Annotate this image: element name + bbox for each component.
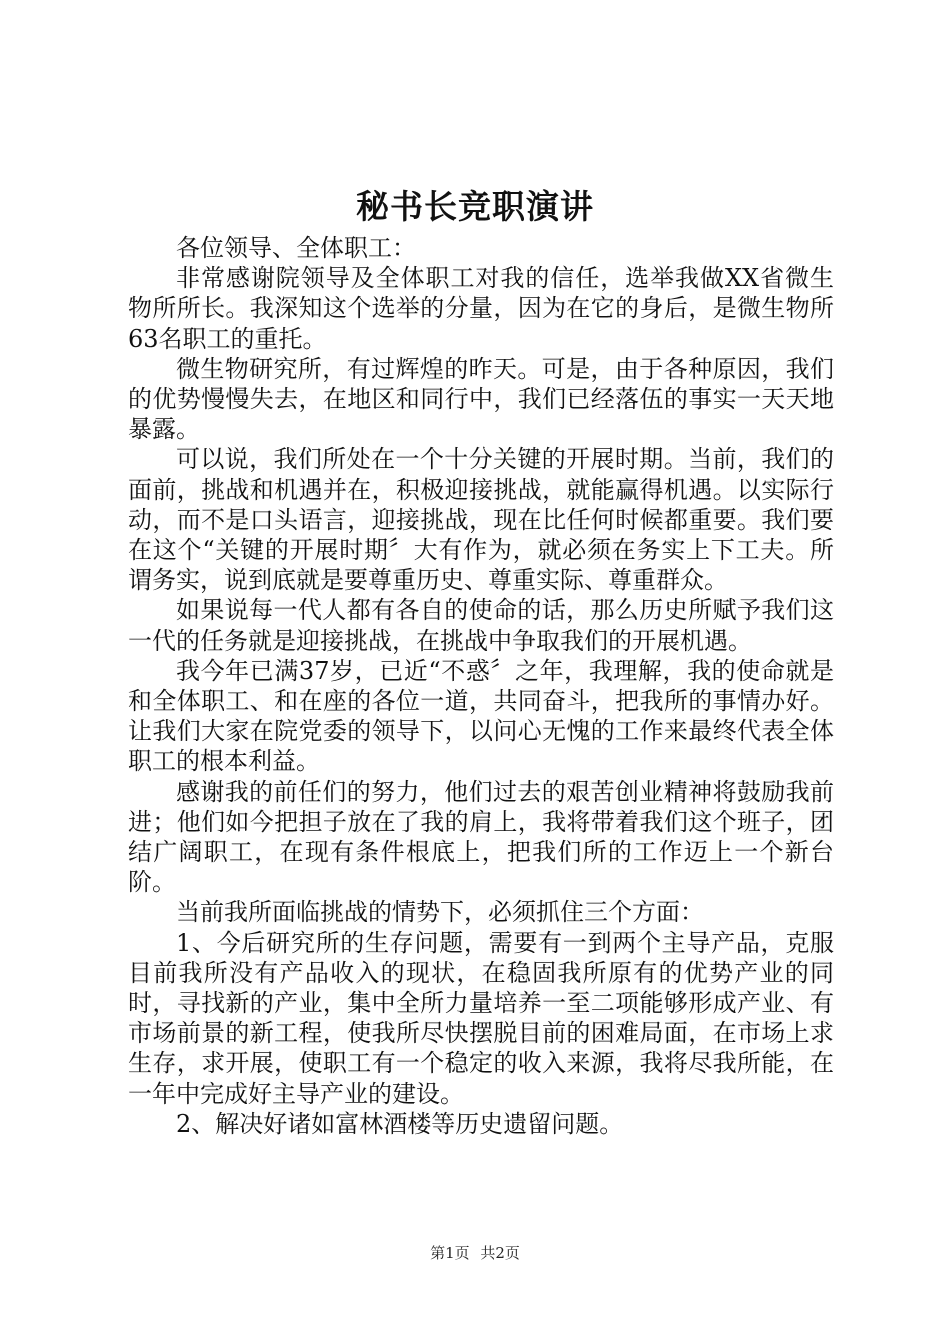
- paragraph-key-period: 可以说，我们所处在一个十分关键的开展时期。当前，我们的面前，挑战和机遇并在，积极迎接挑战，就能赢得机遇。以实际行动，而不是口头语言，迎接挑战，现在比任何时候都重要。我们要在这个“关键的开展时期〞大有作为，就必须在务实上下工夫。所谓务实，说到底就是要尊重历史、尊重实际、尊重群众。: [128, 445, 834, 595]
- page-number: 第1页: [430, 1244, 470, 1262]
- paragraph-point-2: 2、解决好诸如富林酒楼等历史遗留问题。: [176, 1109, 624, 1138]
- paragraph-three-aspects: 当前我所面临挑战的情势下，必须抓住三个方面：: [176, 898, 704, 927]
- document-body: [128, 233, 834, 1139]
- document-title: 秘书长竞职演讲: [356, 187, 594, 226]
- paragraph-point-1: 1、今后研究所的生存问题，需要有一到两个主导产品，克服目前我所没有产品收入的现状，在稳固我所原有的优势产业的同时，寻找新的产业，集中全所力量培养一至二项能够形成产业、有市场前景的新工程，使我所尽快摆脱目前的困难局面，在市场上求生存，求开展，使职工有一个稳定的收入来源，我将尽我所能，在一年中完成好主导产业的建设。: [128, 928, 834, 1108]
- paragraph-salutation: 各位领导、全体职工：: [176, 234, 416, 262]
- paragraph-history: 微生物研究所，有过辉煌的昨天。可是，由于各种原因，我们的优势慢慢失去，在地区和同行中，我们已经落伍的事实一天天地暴露。: [128, 354, 834, 444]
- page-footer: [0, 1243, 950, 1263]
- paragraph-mission: 如果说每一代人都有各自的使命的话，那么历史所赋予我们这一代的任务就是迎接挑战，在挑战中争取我们的开展机遇。: [128, 596, 834, 655]
- paragraph-thanks: 非常感谢院领导及全体职工对我的信任，选举我做XX省微生物所所长。我深知这个选举的分量，因为在它的身后，是微生物所63名职工的重托。: [128, 264, 834, 353]
- page-total: 共2页: [480, 1244, 520, 1262]
- paragraph-age: 我今年已满37岁，已近“不惑〞之年，我理解，我的使命就是和全体职工、和在座的各位一道，共同奋斗，把我所的事情办好。让我们大家在院党委的领导下，以问心无愧的工作来最终代表全体职工的根本利益。: [128, 656, 834, 776]
- paragraph-predecessors: 感谢我的前任们的努力，他们过去的艰苦创业精神将鼓励我前进；他们如今把担子放在了我的肩上，我将带着我们这个班子，团结广阔职工，在现有条件根底上，把我们所的工作迈上一个新台阶。: [128, 777, 834, 897]
